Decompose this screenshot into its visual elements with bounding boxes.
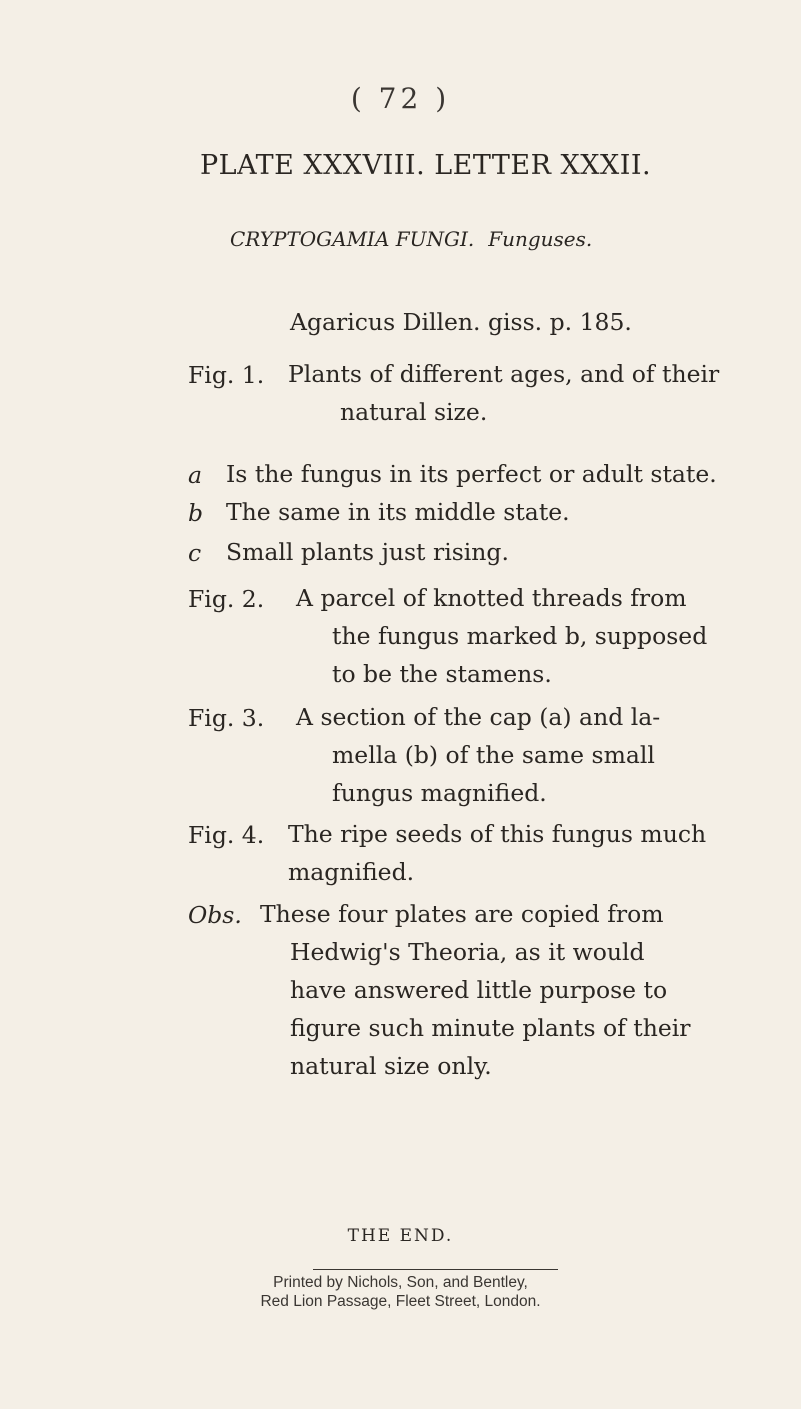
genus-reference: Agaricus Dillen. giss. p. 185. — [290, 308, 632, 336]
printer-imprint — [0, 1273, 801, 1311]
entry-text: The same in its middle state. — [226, 498, 570, 526]
entry-text: A parcel of knotted threads from the fungus marked b, supposed to be the stamens. — [296, 584, 708, 688]
class-common-name: Funguses. — [488, 227, 593, 251]
entry-text: These four plates are copied from Hedwig's Theoria, as it would have answered little purpose to figure such minute plants of their natural size only. — [260, 900, 691, 1080]
page-number: ( 72 ) — [350, 82, 451, 115]
entry-label: c — [188, 539, 202, 567]
entry-text: Plants of different ages, and of their natural size. — [288, 360, 720, 426]
entry-label: Fig. 3. — [188, 704, 265, 732]
entry-text: Is the fungus in its perfect or adult state. — [226, 460, 717, 488]
entry-text: The ripe seeds of this fungus much magnified. — [288, 820, 707, 886]
entry-label: b — [188, 499, 204, 527]
class-name: CRYPTOGAMIA FUNGI. — [230, 227, 475, 251]
entry-label: Fig. 2. — [188, 585, 265, 613]
entry-label: Fig. 1. — [188, 361, 265, 389]
printer-line-2: Red Lion Passage, Fleet Street, London. — [260, 1293, 541, 1310]
plate-title: PLATE XXXVIII. LETTER XXXII. — [200, 150, 652, 181]
entry-label: Obs. — [188, 901, 242, 929]
entry-label: a — [188, 461, 203, 489]
printer-line-1: Printed by Nichols, Son, and Bentley, — [273, 1274, 528, 1291]
entry-label: Fig. 4. — [188, 821, 265, 849]
printer-rule — [313, 1269, 558, 1270]
the-end: THE END. — [347, 1226, 454, 1246]
class-heading — [230, 227, 630, 251]
entry-text: A section of the cap (a) and la- mella (b) of the same small fungus magnified. — [296, 703, 661, 807]
entry-text: Small plants just rising. — [226, 538, 509, 566]
